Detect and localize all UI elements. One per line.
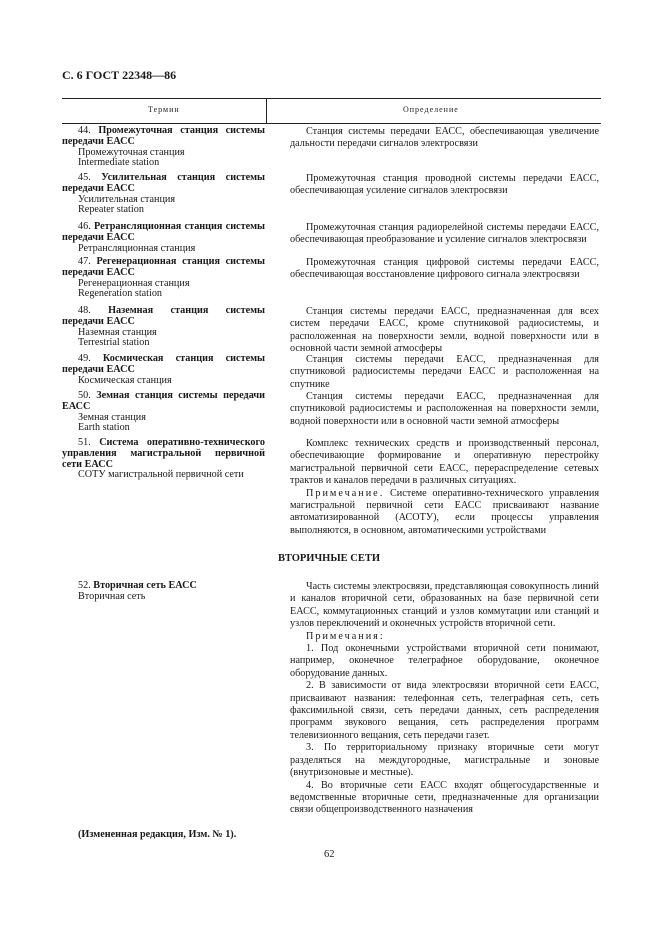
page-header: С. 6 ГОСТ 22348—86 [62, 68, 177, 82]
definition-46: Промежуточная станция радиорелейной системы передачи ЕАСС, обеспечивающая преобразование и усиление сигналов электросвязи [290, 222, 599, 246]
note-label: Примечание. [306, 487, 385, 499]
table-header-rule [62, 123, 601, 124]
note-1: 1. Под оконечными устройствами вторичной сети понимают, например, оконечное телеграфное оборудование, оконечное оборудование данных. [290, 643, 599, 679]
edition-note: (Измененная редакция, Изм. № 1). [78, 829, 237, 840]
note-2: 2. В зависимости от вида электросвязи вторичной сети ЕАСС, присваивают названия: телефонная сеть, телеграфная сеть, сеть факсимильной связи, сеть передачи данных, сеть распределения программ звукового вещания, сеть распределения программ телевизионного вещания, сеть передачи газет. [290, 680, 599, 741]
term-51: 51. Система оперативно-технического управления магистральной первичной сети ЕАСС СОТУ магистральной первичной сети [62, 437, 265, 481]
term-45: 45. Усилительная станция системы передачи ЕАСС Усилительная станция Repeater station [62, 172, 266, 216]
term-44: 44. Промежуточная станция системы передачи ЕАСС Промежуточная станция Intermediate station [62, 125, 265, 169]
definition-48: Станция системы передачи ЕАСС, предназначенная для всех систем передачи ЕАСС, кроме спутниковой радиосистемы, и расположенная на поверхности земли, водной поверхности или в основной части земной атмосферы [290, 306, 599, 355]
notes-label: Примечания: [306, 630, 385, 642]
term-48: 48. Наземная станция системы передачи ЕАСС Наземная станция Terrestrial station [62, 305, 266, 349]
column-header-definition: Определение [403, 105, 459, 114]
definition-49: Станция системы передачи ЕАСС, предназначенная для спутниковой радиосистемы передачи ЕАСС и расположенная на спутнике [290, 354, 599, 390]
definition-50: Станция системы передачи ЕАСС, предназначенная для спутниковой радиосистемы и расположенная на поверхности земли, водной поверхности или в основной части земной атмосферы [290, 391, 599, 427]
note-4: 4. Во вторичные сети ЕАСС входят общегосударственные и ведомственные вторичные сети, предназначенные для организации связи общепроизводственного назначения [290, 779, 599, 816]
definition-52: Часть системы электросвязи, представляющая совокупность линий и каналов вторичной сети, образованных на базе первичной сети ЕАСС, коммутационных станций и узлов коммутации или станций и узлов переключений и оконечных устройств вторичной сети. Примечания: 1. Под оконечными устройствами вторичной сети понимают, например, оконечное телеграфное оборудование, оконечное оборудование данных. 2. В зависимости от вида электросвязи вторичной сети ЕАСС, присваивают названия: телефонная сеть, телеграфная сеть, сеть факсимильной связи, сеть передачи данных, сеть распределения программ звукового вещания, сеть распределения программ телевизионного вещания, сеть передачи газет. 3. По территориальному признаку вторичные сети могут разделяться на междугородные, магистральные и зоновые (внутризоновые и местные). 4. Во вторичные сети ЕАСС входят общегосударственные и ведомственные вторичные сети, предназначенные для организации связи общепроизводственного назначения [290, 581, 599, 816]
term-52: 52. Вторичная сеть ЕАСС Вторичная сеть [78, 580, 197, 602]
term-46: 46. Ретрансляционная станция системы передачи ЕАСС Ретрансляционная станция [62, 221, 266, 254]
note-3: 3. По территориальному признаку вторичные сети могут разделяться на междугородные, магистральные и зоновые (внутризоновые и местные). [290, 742, 599, 779]
column-divider [266, 98, 267, 124]
definition-45: Промежуточная станция проводной системы передачи ЕАСС, обеспечивающая усиление сигналов электросвязи [290, 173, 599, 197]
definition-51: Комплекс технических средств и производственный персонал, обеспечивающие формирование и оперативную перестройку магистральной первичной сети ЕАСС, перераспределение сетевых трактов и каналов передачи в различных ситуациях. Примечание. Системе оперативно-технического управления магистральной первичной сети ЕАСС присваивают название автоматизированной (АСОТУ), если процессы управления выполняются, в основном, автоматическими устройствами [290, 438, 600, 536]
table-top-rule [62, 98, 601, 99]
term-47: 47. Регенерационная станция системы передачи ЕАСС Регенерационная станция Regeneration station [62, 256, 265, 300]
definition-47: Промежуточная станция цифровой системы передачи ЕАСС, обеспечивающая восстановление цифрового сигнала электросвязи [290, 257, 599, 281]
term-50: 50. Земная станция системы передачи ЕАСС Земная станция Earth station [62, 390, 265, 434]
page-number: 62 [324, 849, 335, 860]
term-49: 49. Космическая станция системы передачи ЕАСС Космическая станция [62, 353, 265, 386]
column-header-terms: Термин [148, 105, 180, 114]
definition-44: Станция системы передачи ЕАСС, обеспечивающая увеличение дальности передачи сигналов электросвязи [290, 126, 599, 150]
section-title: ВТОРИЧНЫЕ СЕТИ [278, 553, 381, 564]
